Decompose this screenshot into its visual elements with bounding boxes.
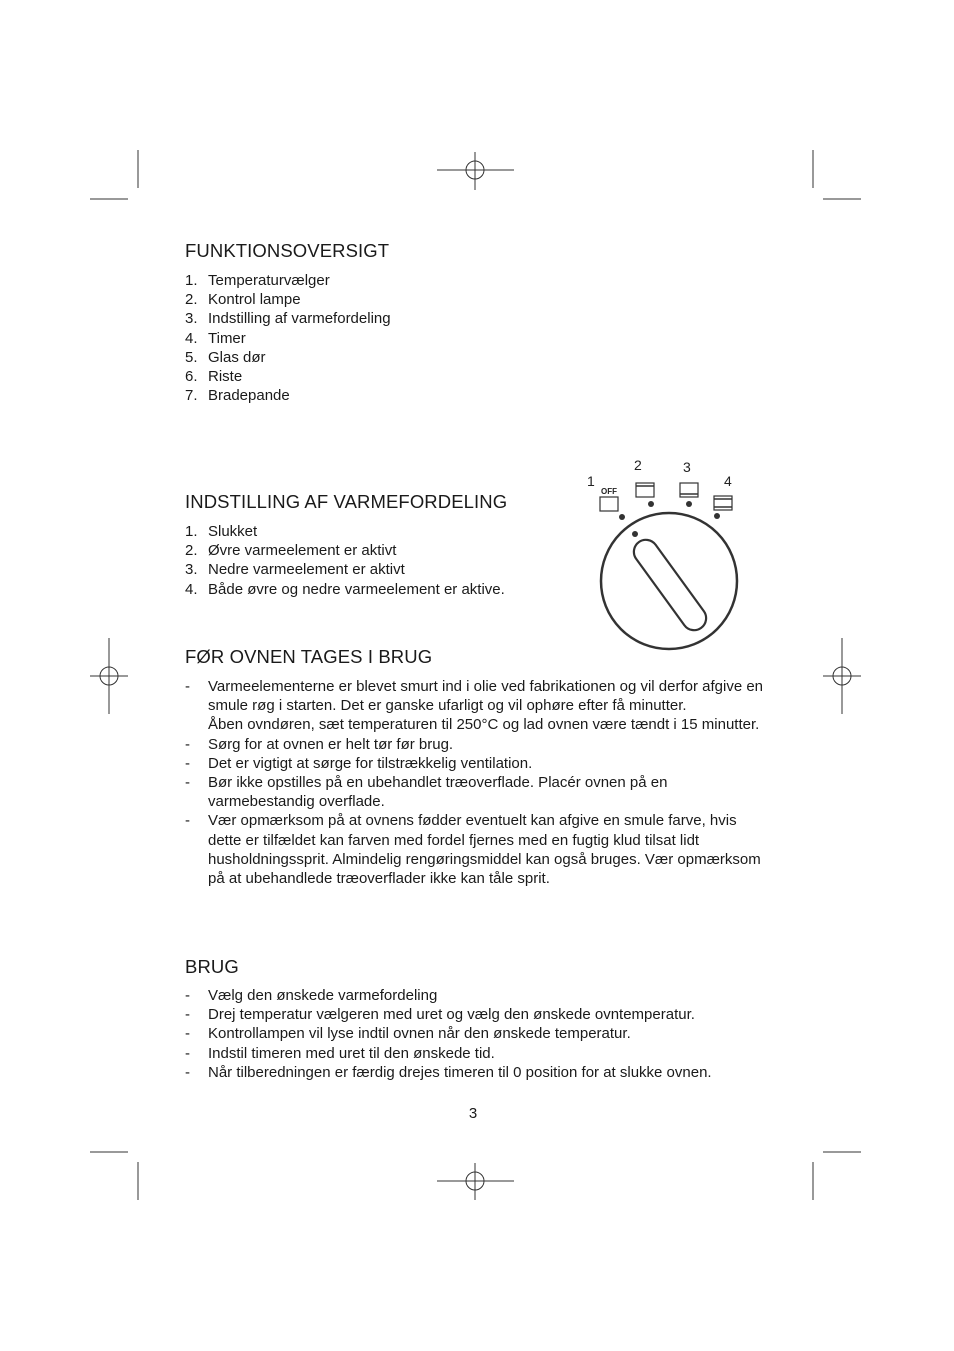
- function-list: [185, 271, 391, 405]
- list-item: 1. Temperaturvælger: [185, 272, 330, 289]
- list-item: - Indstil timeren med uret til den ønskede tid.: [185, 1044, 495, 1062]
- svg-text:OFF: OFF: [601, 487, 617, 496]
- upper-element-icon: [636, 483, 654, 497]
- list-item: - Drej temperatur vælgeren med uret og vælg den ønskede ovntemperatur.: [185, 1006, 695, 1024]
- list-item: 3. Nedre varmeelement er aktivt: [185, 561, 405, 579]
- lower-element-icon: [680, 483, 698, 497]
- knob-label-1: 1: [587, 473, 595, 489]
- before-use-list: [185, 677, 765, 888]
- list-item: 4. Både øvre og nedre varmeelement er aktive.: [185, 580, 505, 598]
- page-number: 3: [468, 1105, 478, 1122]
- list-item: 1. Slukket: [185, 523, 258, 540]
- list-item: - Vælg den ønskede varmefordeling: [185, 987, 438, 1004]
- heat-selector-knob-illustration: [580, 450, 770, 660]
- list-item: - Når tilberedningen er færdig drejes timeren til 0 position for at slukke ovnen.: [185, 1063, 712, 1081]
- off-icon: [600, 487, 618, 511]
- list-item: - Det er vigtigt at sørge for tilstrækkelig ventilation.: [185, 754, 533, 772]
- list-item: - Kontrollampen vil lyse indtil ovnen når den ønskede temperatur.: [185, 1025, 631, 1043]
- heat-setting-list: [185, 522, 505, 599]
- heading-before-use: FØR OVNEN TAGES I BRUG: [185, 646, 433, 667]
- list-item: 2. Øvre varmeelement er aktivt: [185, 542, 397, 560]
- list-item: 2. Kontrol lampe: [185, 291, 301, 309]
- heading-heat-distribution: INDSTILLING AF VARMEFORDELING: [185, 491, 508, 512]
- knob-label-4: 4: [724, 473, 732, 489]
- usage-list: [185, 986, 785, 1082]
- heading-usage: BRUG: [185, 956, 239, 977]
- list-item: 6. Riste: [185, 368, 243, 386]
- list-item: 7. Bradepande: [185, 387, 290, 405]
- list-item: - Varmeelementerne er blevet smurt ind i olie ved fabrikationen og vil derfor afgive en smule røg i starten. Det er ganske ufarligt og vil ophøre efter få minutter. Åben ovndøren, sæt temperaturen til 250°C og lad ovnen være tændt i 15 minutter.: [185, 678, 764, 734]
- list-item: 3. Indstilling af varmefordeling: [185, 310, 391, 328]
- list-item: - Sørg for at ovnen er helt tør før brug.: [185, 735, 454, 753]
- knob-label-3: 3: [683, 459, 691, 475]
- heading-function-overview: FUNKTIONSOVERSIGT: [185, 240, 390, 261]
- list-item: 5. Glas dør: [185, 348, 266, 366]
- both-elements-icon: [714, 496, 732, 510]
- list-item: - Vær opmærksom på at ovnens fødder eventuelt kan afgive en smule farve, hvis dette er tilfældet kan farven med fordel fjernes med en fugtig klud tilsat lidt husholdningssprit. Almindelig rengøringsmiddel kan også bruges. Vær opmærksom på at ubehandlede træoverflader ikke kan tåle sprit.: [185, 812, 761, 888]
- knob-label-2: 2: [634, 457, 642, 473]
- list-item: 4. Timer: [185, 329, 246, 347]
- list-item: - Bør ikke opstilles på en ubehandlet træoverflade. Placér ovnen på en varmebestandig overflade.: [185, 774, 668, 811]
